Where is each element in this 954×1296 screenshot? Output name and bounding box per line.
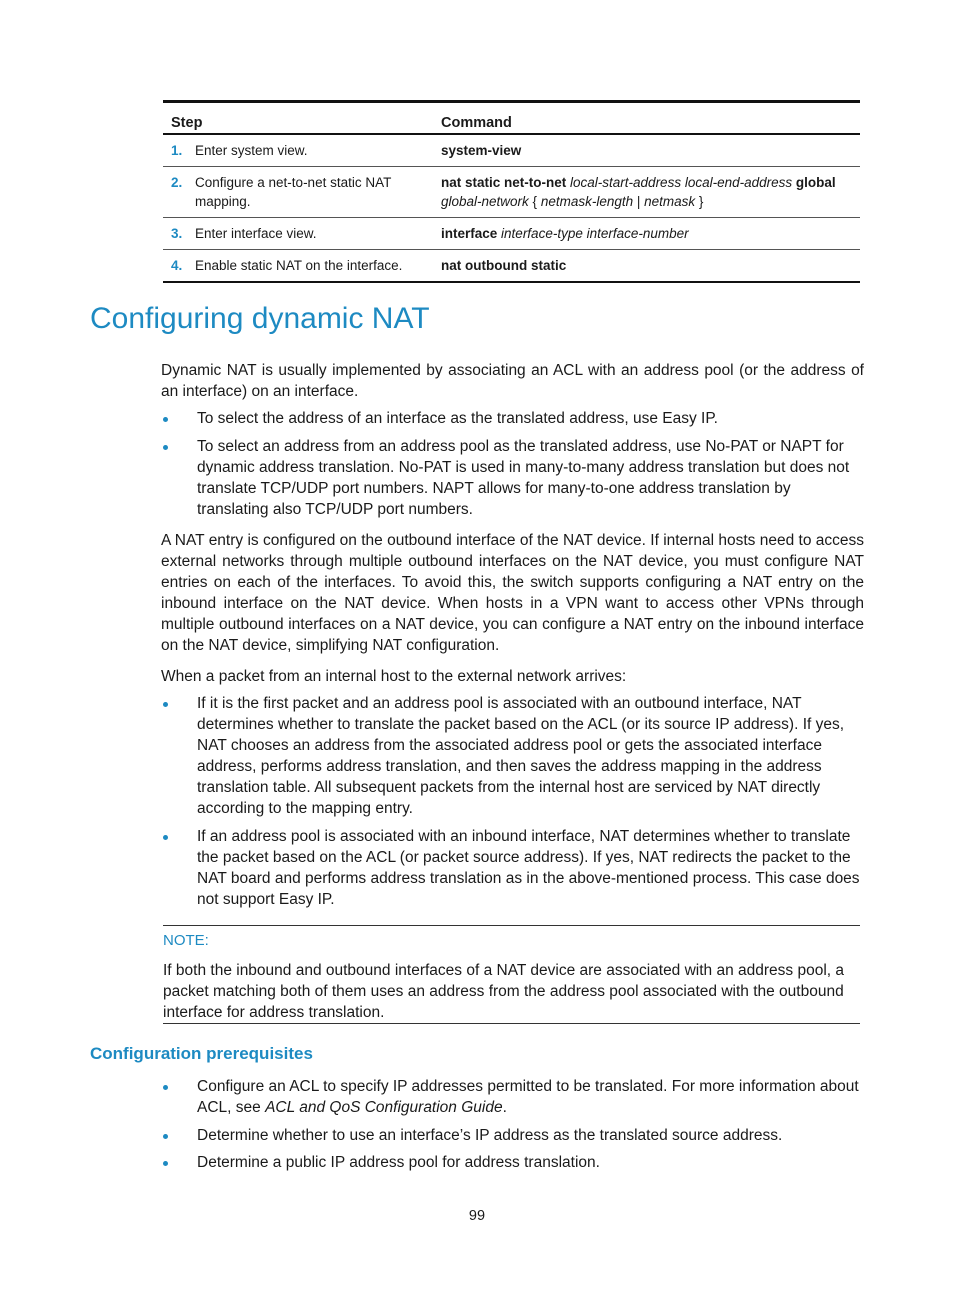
table-row [163, 218, 860, 250]
step-number: 2. [171, 175, 183, 190]
table-row [163, 250, 860, 283]
step-description: Enter interface view. [195, 226, 317, 241]
intro-paragraph: Dynamic NAT is usually implemented by associating an ACL with an address pool (or the address of an interface) on an interface. [161, 362, 864, 400]
command-cell [433, 167, 860, 218]
list-item: To select the address of an interface as the translated address, use Easy IP. [197, 410, 718, 427]
table-row [163, 167, 860, 218]
page-title: Configuring dynamic NAT [90, 302, 430, 335]
command-syntax: | [633, 194, 645, 209]
table-body [163, 134, 860, 282]
paragraph: A NAT entry is configured on the outbound interface of the NAT device. If internal hosts need to access external networks through multiple outbound interfaces on the NAT device, you must configure NAT entries on each of the interfaces. To avoid this, the switch supports configuring a NAT entry on the inbound interface on the NAT device. When hosts in a VPN want to access other VPNs through multiple outbound interfaces on a NAT device, you can configure a NAT entry on the inbound interface on the NAT device, simplifying NAT configuration. [161, 532, 864, 654]
prereq-text: Configure an ACL to specify IP addresses permitted to be translated. For more information about ACL, see [197, 1078, 859, 1116]
table-header-row [163, 102, 860, 135]
step-number: 3. [171, 226, 183, 241]
note-bottom-rule [163, 1023, 860, 1024]
step-description: Enable static NAT on the interface. [195, 258, 403, 273]
page-number: 99 [468, 1208, 486, 1224]
header-command: Command [441, 115, 512, 131]
command-argument: netmask [644, 194, 696, 209]
note-top-rule [163, 925, 860, 926]
command-argument: global-network [441, 194, 529, 209]
list-item: Determine a public IP address pool for address translation. [197, 1154, 600, 1171]
command-keyword: global [795, 175, 836, 190]
command-cell [433, 134, 860, 167]
paragraph: When a packet from an internal host to the external network arrives: [161, 668, 627, 685]
note-text: If both the inbound and outbound interfaces of a NAT device are associated with an address pool, a packet matching both of them uses an address from the address pool associated with the outbound interface for address translation. [163, 962, 845, 1021]
list-item [197, 1076, 864, 1118]
command-table [163, 100, 860, 283]
list-item: If it is the first packet and an address pool is associated with an outbound interface, NAT determines whether to translate the packet based on the ACL (or its source IP address). If yes, NAT chooses an address from the associated address pool or gets the associated interface address, performs address translation, and then saves the address mapping in the address translation table. All subsequent packets from the internal host are serviced by NAT directly according to the mapping entry. [197, 695, 845, 817]
command-keyword: interface [441, 226, 498, 241]
bullet-icon [163, 445, 168, 450]
bullet-icon [163, 1161, 168, 1166]
list-item: Determine whether to use an interface’s IP address as the translated source address. [197, 1127, 783, 1144]
step-number: 1. [171, 143, 183, 158]
list-item: If an address pool is associated with an inbound interface, NAT determines whether to translate the packet based on the ACL (or packet source address). If yes, NAT redirects the packet to the NAT board and performs address translation as in the above-mentioned process. This case does not support Easy IP. [197, 828, 860, 908]
command-argument: local-start-address local-end-address [570, 175, 793, 190]
command-argument: netmask-length [540, 194, 634, 209]
bullet-icon [163, 417, 168, 422]
command-syntax: } [695, 194, 704, 209]
step-description: Enter system view. [195, 143, 308, 158]
command-keyword: nat static net-to-net [441, 175, 567, 190]
command-keyword: nat outbound static [441, 258, 567, 273]
bullet-icon [163, 1085, 168, 1090]
bullet-icon [163, 1134, 168, 1139]
bullet-icon [163, 702, 168, 707]
table-row [163, 134, 860, 167]
command-syntax [836, 175, 840, 190]
command-argument: interface-type interface-number [501, 226, 689, 241]
bullet-icon [163, 835, 168, 840]
command-cell [433, 218, 860, 250]
header-step: Step [171, 115, 203, 131]
note-label: NOTE: [163, 932, 209, 949]
list-item: To select an address from an address pool as the translated address, use No-PAT or NAPT for dynamic address translation. No-PAT is used in many-to-many address translation but does not translate TCP/UDP port numbers. NAPT allows for many-to-one address translation by translating also TCP/UDP port numbers. [197, 438, 850, 518]
command-syntax: { [528, 194, 541, 209]
guide-reference: ACL and QoS Configuration Guide [265, 1099, 503, 1116]
section-heading: Configuration prerequisites [90, 1044, 313, 1063]
command-cell [433, 250, 860, 283]
prereq-period: . [502, 1099, 507, 1116]
command-keyword: system-view [441, 143, 522, 158]
step-number: 4. [171, 258, 183, 273]
step-description: Configure a net-to-net static NAT mapping. [195, 175, 392, 209]
